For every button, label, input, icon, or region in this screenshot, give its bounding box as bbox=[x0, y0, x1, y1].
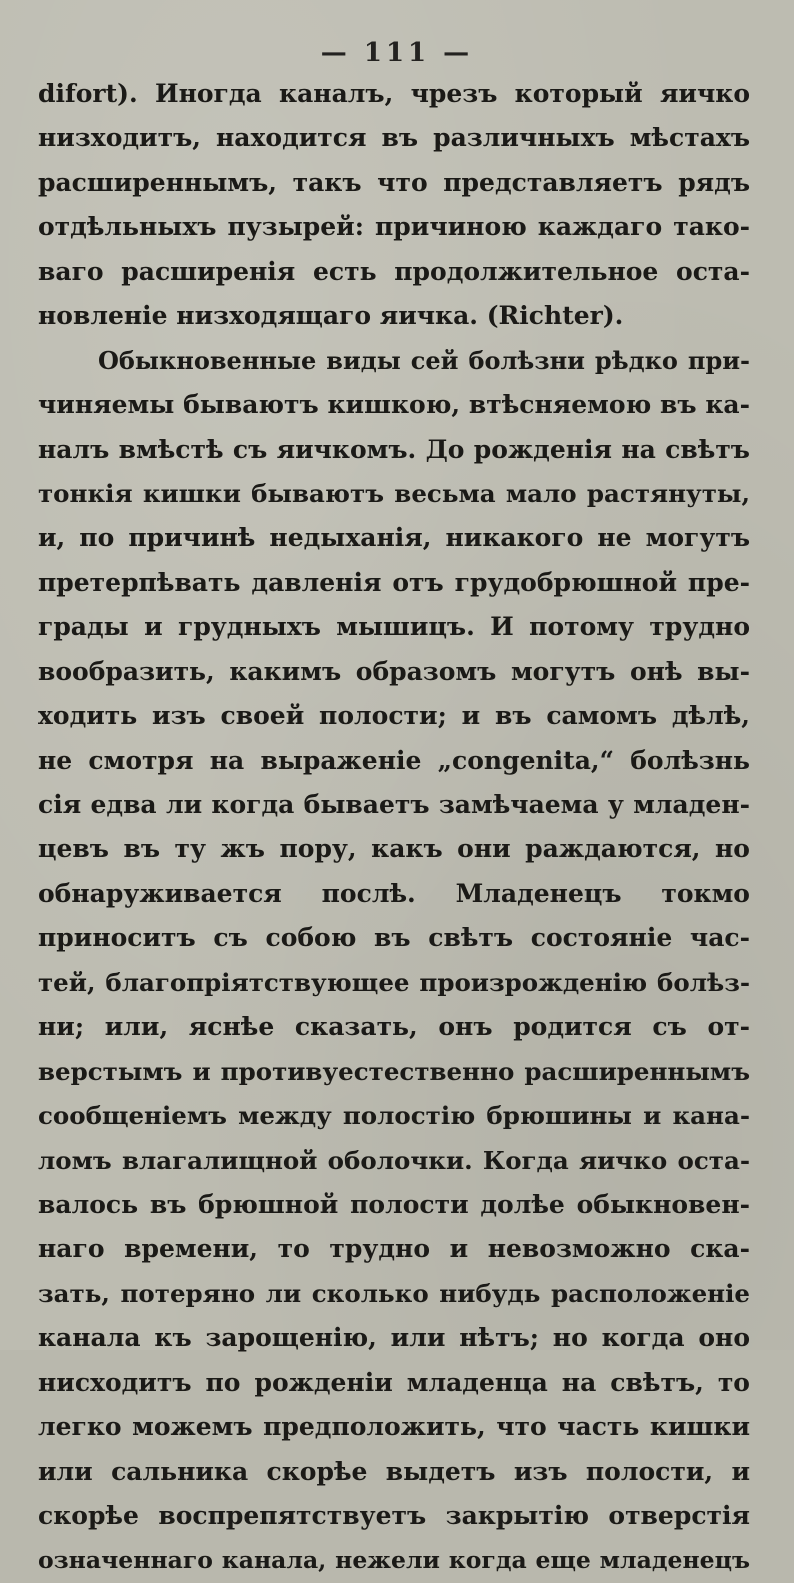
text-line: сія едва ли когда бываетъ замѣчаема у младен- bbox=[38, 790, 750, 819]
text-line: низходитъ, находится въ различныхъ мѣстахъ bbox=[38, 123, 750, 153]
paragraph-start-line: Обыкновенные виды сей болѣзни рѣдко при- bbox=[98, 345, 750, 375]
text-line: приноситъ съ собою въ свѣтъ состояніе час- bbox=[38, 923, 750, 953]
text-line: тонкія кишки бываютъ весьма мало растянуты, bbox=[38, 478, 750, 508]
text-line: наго времени, то трудно и невозможно ска- bbox=[38, 1234, 750, 1264]
text-line: канала къ зарощенію, или нѣтъ; но когда оно bbox=[38, 1323, 750, 1353]
body-text bbox=[38, 72, 750, 1583]
text-line: означеннаго канала, нежели когда еще младенецъ bbox=[38, 1546, 750, 1575]
text-line: легко можемъ предположить, что часть кишки bbox=[38, 1412, 750, 1442]
text-line: ломъ влагалищной оболочки. Когда яичко оста- bbox=[38, 1145, 750, 1175]
text-line: отдѣльныхъ пузырей: причиною каждаго тако- bbox=[38, 212, 750, 242]
text-line: обнаруживается послѣ. Младенецъ токмо bbox=[38, 878, 750, 908]
page-number: — 111 — bbox=[320, 38, 474, 68]
text-line: тей, благопріятствующее произрожденію болѣз- bbox=[38, 967, 750, 997]
text-line: ни; или, яснѣе сказать, онъ родится съ от- bbox=[38, 1012, 750, 1042]
text-line: налъ вмѣстѣ съ яичкомъ. До рожденія на свѣтъ bbox=[38, 434, 750, 464]
text-line: не смотря на выраженіе „congenita,“ болѣзнь bbox=[38, 745, 750, 775]
text-line: и, по причинѣ недыханія, никакого не могутъ bbox=[38, 523, 750, 553]
text-line: скорѣе воспрепятствуетъ закрытію отверстія bbox=[38, 1501, 750, 1530]
text-line: нисходитъ по рожденіи младенца на свѣтъ, то bbox=[38, 1367, 750, 1397]
text-line: расширеннымъ, такъ что представляетъ рядъ bbox=[38, 167, 750, 197]
text-line: вообразить, какимъ образомъ могутъ онѣ вы- bbox=[38, 656, 750, 686]
text-line: претерпѣвать давленія отъ грудобрюшной пре- bbox=[38, 567, 750, 597]
text-line: цевъ въ ту жъ пору, какъ они раждаются, но bbox=[38, 834, 750, 864]
text-line: сообщеніемъ между полостію брюшины и кана- bbox=[38, 1101, 750, 1131]
text-line: новленіе низходящаго яичка. (Richter). bbox=[38, 301, 624, 331]
text-line: ваго расширенія есть продолжительное оста- bbox=[38, 256, 750, 286]
text-line: валось въ брюшной полости долѣе обыкновен- bbox=[38, 1189, 750, 1219]
text-line: difort). Иногда каналъ, чрезъ который яичко bbox=[38, 79, 750, 108]
text-line: грады и грудныхъ мышицъ. И потому трудно bbox=[38, 612, 750, 642]
text-line: ходить изъ своей полости; и въ самомъ дѣлѣ, bbox=[38, 701, 750, 731]
text-line: верстымъ и противуестественно расширеннымъ bbox=[38, 1056, 750, 1086]
text-line: зать, потеряно ли сколько нибудь расположеніе bbox=[38, 1278, 750, 1308]
text-line: или сальника скорѣе выдетъ изъ полости, и bbox=[38, 1456, 750, 1486]
text-line: чиняемы бываютъ кишкою, втѣсняемою въ ка- bbox=[38, 390, 750, 420]
